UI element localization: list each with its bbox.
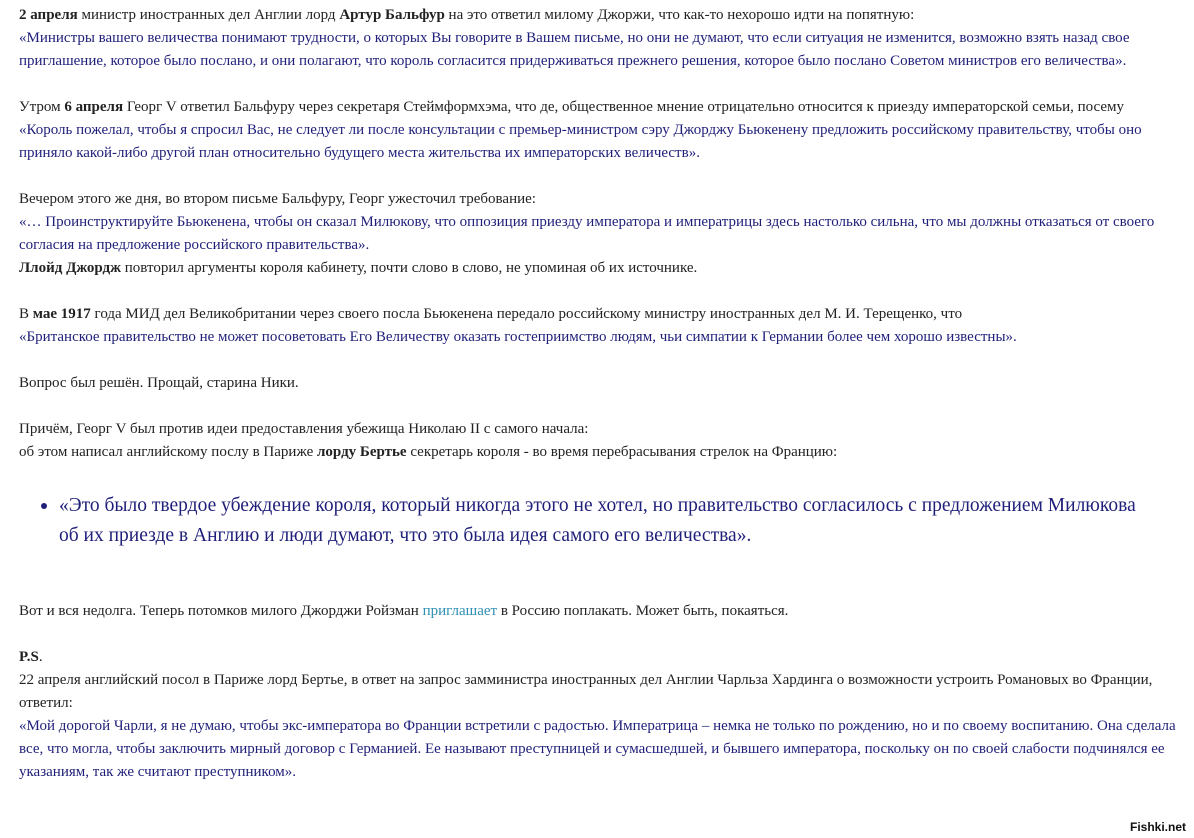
- list-item: [59, 491, 1179, 551]
- paragraph-text: повторил аргументы короля кабинету, почти слово в слово, не упоминая об их источнике.: [121, 260, 698, 276]
- date-may-1917: мае 1917: [32, 306, 91, 322]
- ps-heading: [19, 646, 1179, 669]
- quote-instruct: «… Проинструктируйте Бьюкенена, чтобы он сказал Милюкову, что оппозиция приезду императора и императрицы здесь настолько сильна, что мы должны отказаться от своего согласия на предложение российского правительства».: [19, 214, 1155, 253]
- paragraph-lloyd-george: [19, 257, 1179, 280]
- quote-balfour: «Министры вашего величества понимают трудности, о которых Вы говорите в Вашем письме, но они не думают, что если ситуация не изменится, возможно взять назад свое приглашение, которое было послано, и они полагают, что король согласится придерживаться прежнего решения, которое было послано Советом министров его величества».: [19, 30, 1130, 69]
- paragraph-balfour: [19, 4, 1179, 27]
- date-april-2: 2 апреля: [19, 7, 78, 23]
- date-april-6: 6 апреля: [64, 99, 124, 115]
- paragraph-ps: 22 апреля английский посол в Париже лорд Бертье, в ответ на запрос замминистра иностранных дел Англии Чарльза Хардинга о возможности устроить Романовых во Франции, ответил:: [19, 672, 1153, 711]
- quote-bertie: «Мой дорогой Чарли, я не думаю, чтобы экс-императора во Франции встретили с радостью. Императрица – немка не только по рождению, но и по своему воспитанию. Она сделала все, что могла, чтобы заключить мирный договор с Германией. Ее называют преступницей и сумасшедшей, и бывшего императора, поскольку он по своей слабости подчинялся ее указаниям, так же считают преступником».: [19, 718, 1176, 780]
- paragraph-text: Георг V ответил Бальфуру через секретаря Стеймформхэма, что де, общественное мнение отрицательно относится к приезду императорской семьи, посему: [123, 99, 1125, 115]
- paragraph-text: Утром: [19, 99, 65, 115]
- article-body: [19, 4, 1179, 784]
- paragraph-text: Вот и вся недолга. Теперь потомков милого Джорджи Ройзман: [19, 603, 423, 619]
- paragraph-george-reply: [19, 96, 1179, 165]
- paragraph-text: на это ответил милому Джоржи, что как-то нехорошо идти на попятную:: [444, 7, 915, 23]
- person-name: лорду Бертье: [317, 444, 407, 460]
- paragraph-text: секретарь короля - во время перебрасывания стрелок на Францию:: [406, 444, 838, 460]
- watermark-logo: Fishki.net: [1129, 820, 1186, 834]
- paragraph-text: министр иностранных дел Англии лорд: [77, 7, 340, 23]
- paragraph-text: В: [19, 306, 33, 322]
- paragraph-text: года МИД дел Великобритании через своего посла Бьюкенена передало российскому министру иностранных дел М. И. Терещенко, что: [90, 306, 963, 322]
- paragraph-may-1917: [19, 303, 1179, 326]
- paragraph-text: в Россию поплакать. Может быть, покаяться.: [497, 603, 789, 619]
- ps-dot: .: [38, 649, 43, 665]
- paragraph-bertie: [19, 441, 1179, 464]
- big-quote-text: «Это было твердое убеждение короля, который никогда этого не хотел, но правительство согласилось с предложением Милюкова об их приезде в Англию и люди думают, что это была идея самого его величества».: [59, 495, 1136, 546]
- bullet-icon: [41, 503, 47, 509]
- paragraph-against: Причём, Георг V был против идеи предоставления убежища Николаю II с самого начала:: [19, 421, 589, 437]
- ps-label: P.S: [19, 649, 39, 665]
- quote-british-gov: «Британское правительство не может посоветовать Его Величеству оказать гостеприимство людям, чьи симпатии к Германии более чем хорошо известны».: [19, 329, 1017, 345]
- paragraph-decided: Вопрос был решён. Прощай, старина Ники.: [19, 375, 299, 391]
- person-name: Ллойд Джордж: [19, 260, 122, 276]
- quote-list: [19, 491, 1179, 551]
- paragraph-conclusion: [19, 600, 1179, 623]
- invite-link[interactable]: приглашает: [422, 603, 498, 619]
- person-name: Артур Бальфур: [339, 7, 445, 23]
- paragraph-evening: Вечером этого же дня, во втором письме Бальфуру, Георг ужесточил требование:: [19, 191, 536, 207]
- paragraph-text: об этом написал английскому послу в Париже: [19, 444, 318, 460]
- quote-king: «Король пожелал, чтобы я спросил Вас, не следует ли после консультации с премьер-министром сэру Джорджу Бьюкенену предложить российскому правительству, чтобы оно приняло какой-либо другой план относительно будущего места жительства их императорских величеств».: [19, 122, 1142, 161]
